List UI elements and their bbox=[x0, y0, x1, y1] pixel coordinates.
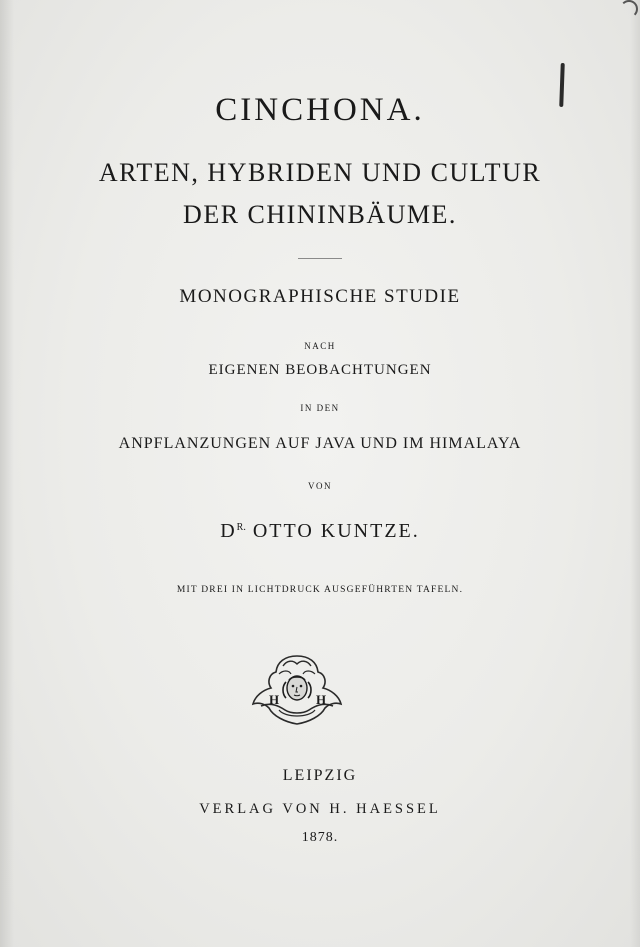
word-nach: NACH bbox=[304, 341, 336, 351]
author-prefix: D bbox=[220, 520, 237, 542]
word-von: VON bbox=[308, 481, 332, 491]
author-prefix-superscript: R. bbox=[236, 522, 246, 533]
svg-text:H: H bbox=[316, 692, 327, 707]
imprint-city: LEIPZIG bbox=[282, 767, 358, 784]
study-heading: MONOGRAPHISCHE STUDIE bbox=[179, 286, 461, 307]
author-line bbox=[0, 520, 640, 543]
word-in-den: IN DEN bbox=[300, 403, 340, 413]
subtitle-line-1: ARTEN, HYBRIDEN UND CULTUR bbox=[98, 158, 542, 187]
subtitle-line-2: DER CHININBÄUME. bbox=[183, 200, 457, 229]
svg-text:H: H bbox=[269, 692, 280, 707]
divider-rule bbox=[298, 258, 342, 259]
plantations-line: ANPFLANZUNGEN AUF JAVA UND IM HIMALAYA bbox=[118, 435, 522, 452]
corner-curl-icon bbox=[620, 0, 638, 18]
plates-note: MIT DREI IN LICHTDRUCK AUSGEFÜHRTEN TAFELN. bbox=[176, 585, 464, 595]
imprint-publisher: VERLAG VON H. HAESSEL bbox=[199, 801, 441, 817]
author-name: OTTO KUNTZE. bbox=[252, 520, 420, 542]
observations-line: EIGENEN BEOBACHTUNGEN bbox=[208, 362, 432, 378]
imprint-year: 1878. bbox=[301, 830, 339, 845]
publisher-emblem-icon bbox=[249, 652, 345, 728]
book-title: CINCHONA. bbox=[215, 92, 425, 128]
